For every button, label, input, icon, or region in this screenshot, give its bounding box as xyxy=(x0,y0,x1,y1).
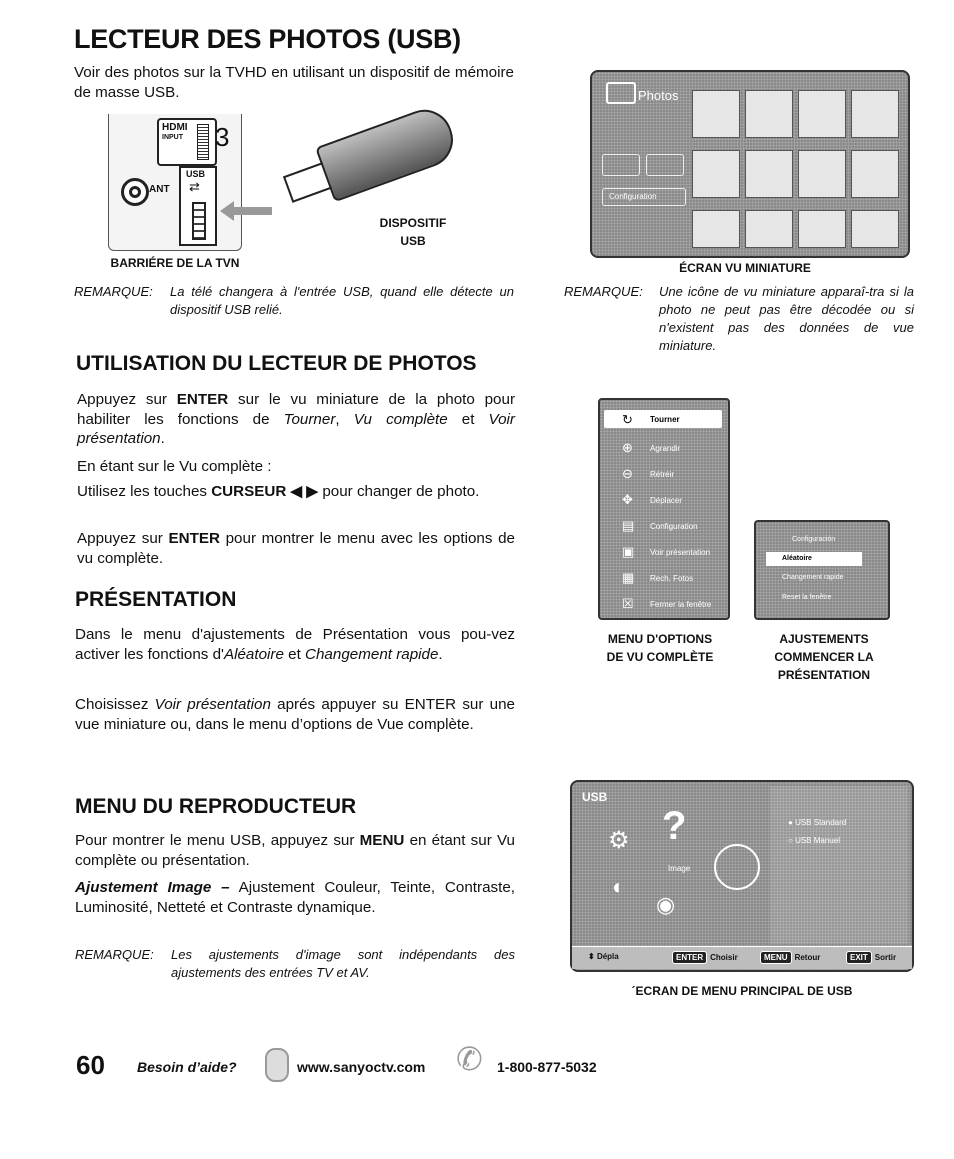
thumbnail xyxy=(745,210,793,248)
note-thumbnail-icon xyxy=(564,283,914,357)
disc-icon: ◉ xyxy=(656,892,676,917)
note-label: REMARQUE: xyxy=(74,284,153,299)
legend-menu: MENU Retour xyxy=(760,951,820,964)
rotate-icon: ↻ xyxy=(622,412,633,427)
menu-item-rech-fotos: Rech. Fotos xyxy=(650,574,694,583)
caption-line: COMMENCER LA xyxy=(774,650,874,664)
thumbnail xyxy=(851,150,899,198)
help-text: Besoin d’aide? xyxy=(137,1059,237,1075)
page-number: 60 xyxy=(76,1050,105,1080)
hdmi-label: HDMI xyxy=(162,122,188,133)
tv-panel-illustration xyxy=(108,114,242,251)
section-heading-utilisation: UTILISATION DU LECTEUR DE PHOTOS xyxy=(76,352,477,375)
menu-item-fermer: Fermer la fenêtre xyxy=(650,600,712,609)
caption-line: MENU D'OPTIONS xyxy=(607,632,713,646)
note-image-adjust xyxy=(75,946,515,986)
section-heading-presentation: PRÉSENTATION xyxy=(75,588,237,611)
hdmi-slot xyxy=(197,124,209,160)
usb-screen-title: USB xyxy=(582,790,608,804)
thumbnail xyxy=(851,210,899,248)
page-title: LECTEUR DES PHOTOS (USB) xyxy=(74,24,461,54)
slideshow-settings-menu xyxy=(754,520,890,620)
presentation-paragraph-1: Dans le menu d'ajustements de Présentation vous pou-vez activer les fonctions d'Aléatoire et Changement rapide. xyxy=(75,626,515,663)
usb-slot xyxy=(192,202,206,240)
option-usb-standard: ● USB Standard xyxy=(788,818,847,827)
settings-icon: ⚙ xyxy=(608,827,630,854)
usb-screen-caption: ´ECRAN DE MENU PRINCIPAL DE USB xyxy=(631,984,853,998)
device-caption-line1: DISPOSITIF xyxy=(379,216,447,230)
device-caption xyxy=(368,214,458,250)
slideshow-item-changement: Changement rapide xyxy=(782,574,844,581)
thumbnail-screen-title: Photos xyxy=(638,88,679,103)
legend-move: ⬍ Dépla xyxy=(588,952,619,961)
mouse-icon xyxy=(265,1048,289,1082)
settings-icon: ▤ xyxy=(622,518,635,533)
note-text: Une icône de vu miniature apparaî-tra si la photo ne peut pas être décodée ou si n'existent pas des données de vue miniature. xyxy=(659,284,914,353)
device-caption-line2: USB xyxy=(400,234,426,248)
grid-icon: ▦ xyxy=(622,570,635,585)
globe-icon: ◐ xyxy=(612,874,626,899)
thumbnail xyxy=(745,150,793,198)
menu-item-retreir: Rétréir xyxy=(650,470,675,479)
note-usb-input xyxy=(74,283,514,323)
image-label: Image xyxy=(668,864,691,873)
thumbnail xyxy=(798,210,846,248)
image-icon xyxy=(714,844,760,890)
menu-item-tourner: Tourner xyxy=(650,415,680,424)
insert-arrow-head xyxy=(220,201,234,221)
thumbnail xyxy=(851,90,899,138)
usb-symbol-icon: ⇄ xyxy=(189,179,200,194)
ant-connector xyxy=(121,178,149,206)
camera-icon xyxy=(606,82,636,104)
slideshow-item-reset: Reset la fenêtre xyxy=(782,594,832,601)
utilisation-paragraph-1: Appuyez sur ENTER sur le vu miniature de la photo pour habiliter les fonctions de Tourner, Vu complète et Voir présentation. xyxy=(77,391,515,447)
move-icon: ✥ xyxy=(622,492,633,507)
close-icon: ☒ xyxy=(622,596,634,611)
note-text: Les ajustements d'image sont indépendants des ajustements des entrées TV et AV. xyxy=(171,947,515,980)
thumbnail xyxy=(745,90,793,138)
ant-label: ANT xyxy=(149,184,170,195)
input-number: 3 xyxy=(215,122,230,152)
usb-main-menu-screen xyxy=(570,780,914,972)
presentation-paragraph-2: Choisissez Voir présentation aprés appuyer su ENTER sur une vue miniature ou, dans le menu d’options de Vue complète. xyxy=(75,696,515,733)
slideshow-icon: ▣ xyxy=(622,544,635,559)
note-text: La télé changera à l'entrée USB, quand elle détecte un dispositif USB relié. xyxy=(170,284,514,317)
website-text: www.sanyoctv.com xyxy=(297,1059,426,1075)
utilisation-paragraph-4: Appuyez sur ENTER pour montrer le menu avec les options de vu complète. xyxy=(77,530,515,567)
insert-arrow-icon xyxy=(228,207,272,215)
slideshow-menu-title: Configuración xyxy=(792,536,836,543)
caption-line: PRÉSENTATION xyxy=(777,668,871,682)
thumbnail xyxy=(798,150,846,198)
usb-legend-bar xyxy=(572,946,912,969)
hdmi-port xyxy=(157,118,217,166)
thumbnail-screen-caption: ÉCRAN VU MINIATURE xyxy=(679,261,811,275)
menu-paragraph-2: Ajustement Image – Ajustement Couleur, Teinte, Contraste, Luminosité, Netteté et Contraste dynamique. xyxy=(75,879,516,916)
menu-highlight xyxy=(766,552,862,566)
thumbnail xyxy=(692,210,740,248)
note-label: REMARQUE: xyxy=(75,947,154,962)
configuration-button: Configuration xyxy=(602,188,686,206)
slideshow-item-aleatoire: Aléatoire xyxy=(782,555,812,562)
utilisation-paragraph-2: En étant sur le Vu complète : xyxy=(77,458,272,475)
usb-port xyxy=(179,166,217,246)
usb-label: USB xyxy=(186,169,206,179)
menu-paragraph-1: Pour montrer le menu USB, appuyez sur MENU en étant sur Vu complète ou présentation. xyxy=(75,832,515,869)
slideshow-menu-caption xyxy=(754,630,894,684)
options-panel xyxy=(770,786,908,944)
view-toggle-right xyxy=(646,154,684,176)
menu-item-voir-presentation: Voir présentation xyxy=(650,548,711,557)
note-label: REMARQUE: xyxy=(564,284,643,299)
phone-number: 1-800-877-5032 xyxy=(497,1059,597,1075)
thumbnail xyxy=(798,90,846,138)
menu-item-configuration: Configuration xyxy=(650,522,698,531)
menu-item-agrandir: Agrandir xyxy=(650,444,681,453)
barrier-caption: BARRIÉRE DE LA TVN xyxy=(110,256,240,270)
legend-exit: EXIT Sortir xyxy=(846,951,896,964)
thumbnail-view-screen xyxy=(590,70,910,258)
zoom-out-icon: ⊖ xyxy=(622,466,633,481)
intro-text: Voir des photos sur la TVHD en utilisant un dispositif de mémoire de masse USB. xyxy=(74,64,514,101)
caption-line: DE VU COMPLÈTE xyxy=(606,650,714,664)
phone-icon: ✆ xyxy=(456,1041,483,1077)
legend-enter: ENTER Choisir xyxy=(672,951,738,964)
thumbnail xyxy=(692,90,740,138)
fullview-options-menu xyxy=(598,398,730,620)
input-label: INPUT xyxy=(162,134,183,141)
menu-item-deplacer: Déplacer xyxy=(650,496,683,505)
section-heading-menu: MENU DU REPRODUCTEUR xyxy=(75,795,357,818)
view-toggle-left xyxy=(602,154,640,176)
thumbnail xyxy=(692,150,740,198)
usb-body xyxy=(315,102,461,202)
fullview-menu-caption xyxy=(590,630,730,666)
zoom-in-icon: ⊕ xyxy=(622,440,633,455)
utilisation-paragraph-3: Utilisez les touches CURSEUR ◀ ▶ pour changer de photo. xyxy=(77,483,480,500)
caption-line: AJUSTEMENTS xyxy=(779,632,869,646)
option-usb-manuel: ○ USB Manuel xyxy=(788,836,840,845)
usb-stick-illustration xyxy=(274,92,462,218)
question-icon: ? xyxy=(662,804,687,848)
